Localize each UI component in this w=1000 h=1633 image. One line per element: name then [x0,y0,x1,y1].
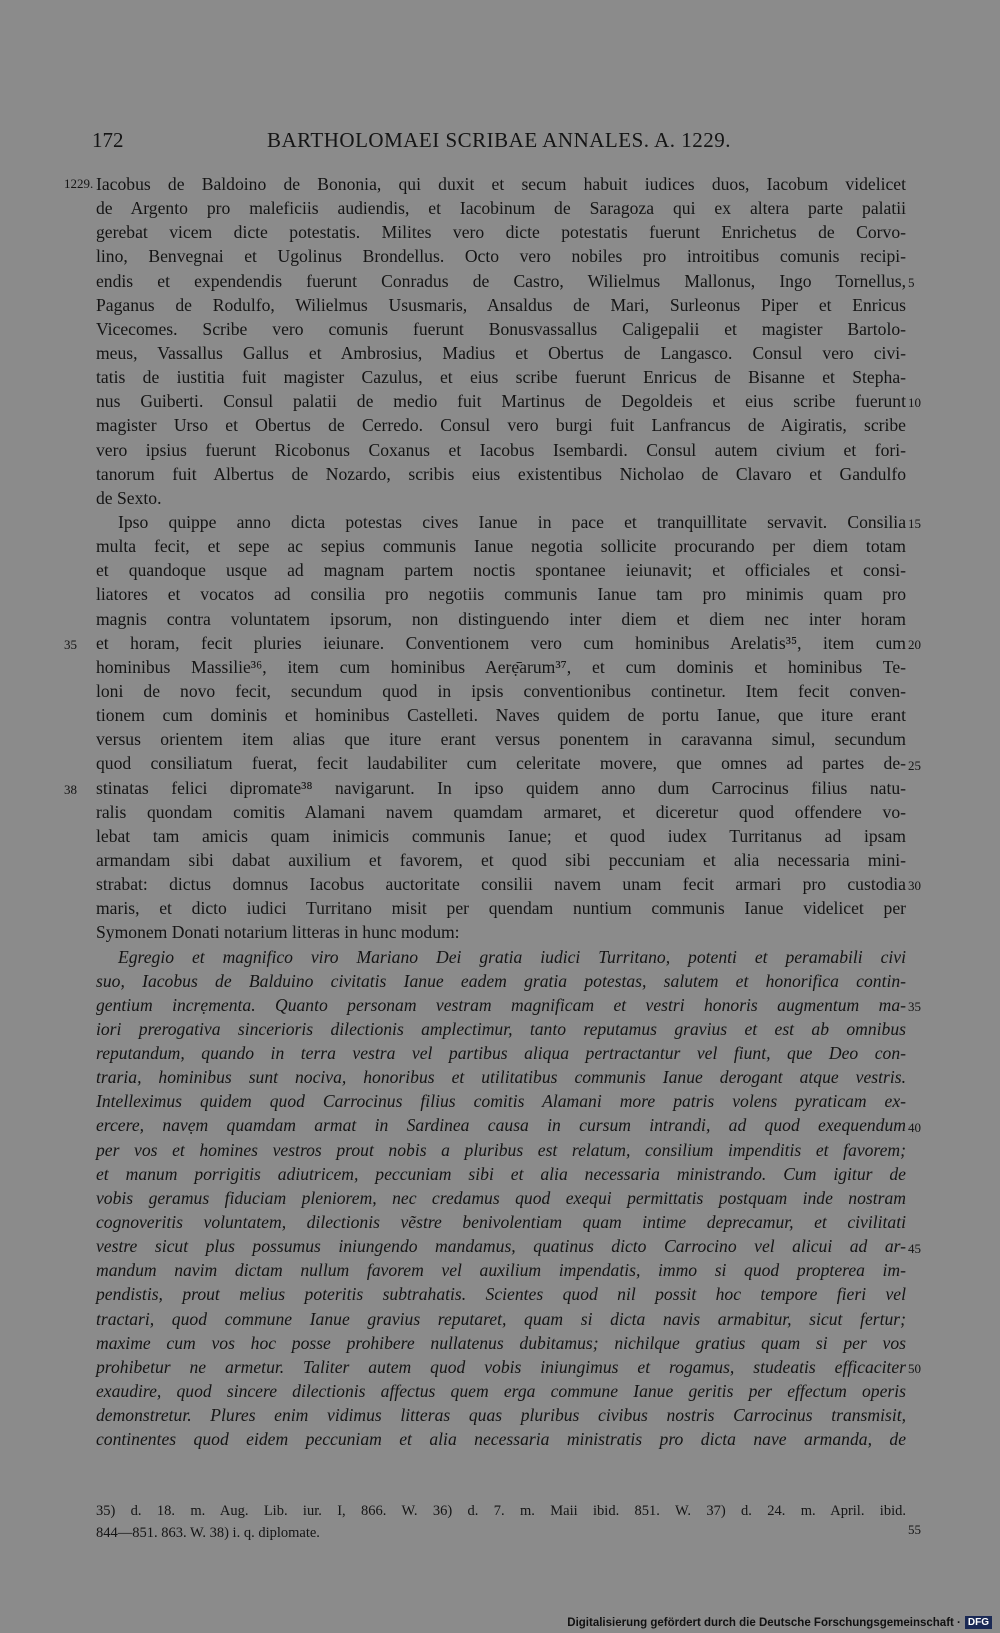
text-line: mandum navim dictam nullum favorem vel auxilium impendatis, immo si quod propterea im- [96,1260,906,1281]
footnote-line: 35) d. 18. m. Aug. Lib. iur. I, 866. W. 36) d. 7. m. Maii ibid. 851. W. 37) d. 24. m. April. ibid. [96,1503,906,1519]
line-number: 20 [908,636,921,652]
line-number: 25 [908,757,921,773]
text-line: quod consiliatum fuerat, fecit laudabiliter cum celeritate movere, que omnes ad partes de- [96,753,906,774]
text-line: cognoveritis voluntatem, dilectionis vẽstre benivolentiam quam intime deprecamur, et civilitati [96,1212,906,1233]
text-line: iori prerogativa sincerioris dilectionis amplectimur, tanto reputamus gravius et est ab omnibus [96,1018,906,1039]
text-line: ralis quondam comitis Alamani navem quamdam armaret, et diceretur quod offendere vo- [96,801,906,822]
text-line: pendistis, prout melius poteritis subtrahatis. Scientes quod nil possit hoc tempore fieri vel [96,1284,906,1305]
text-line: tionem cum dominis et hominibus Castelleti. Naves quidem de portu Ianue, que iture erant [96,705,906,726]
text-line: tanorum fuit Albertus de Nozardo, scribis eius existentibus Nicholao de Clavaro et Gandulfo [96,463,906,484]
text-line: suo, Iacobus de Balduino civitatis Ianue eadem gratia potestas, salutem et honorifica contin- [96,970,906,991]
text-line: continentes quod eidem peccuniam et alia necessaria ministratis pro dicta nave armanda, de [96,1429,906,1450]
text-line: prohibetur ne armetur. Taliter autem quod vobis iniungimus et rogamus, studeatis efficaciter [96,1356,906,1377]
footnotes [96,1500,906,1544]
text-line: endis et expendendis fuerunt Conradus de Castro, Wilielmus Mallonus, Ingo Tornellus, [96,270,906,291]
text-line: tatis de iustitia fuit magister Cazulus, et eius scribe fuerunt Enricus de Bisanne et Stepha- [96,367,906,388]
running-title: BARTHOLOMAEI SCRIBAE ANNALES. A. 1229. [267,128,732,152]
page-number: 172 [92,128,124,152]
credit-text: Digitalisierung gefördert durch die Deutsche Forschungsgemeinschaft · [567,1616,961,1629]
digitization-credit [567,1616,992,1629]
text-line: Symonem Donati notarium litteras in hunc modum: [96,922,460,943]
text-line: de Sexto. [96,487,162,508]
text-line: meus, Vassallus Gallus et Ambrosius, Madius et Obertus de Langasco. Consul vero civi- [96,342,906,363]
line-number: 40 [908,1119,921,1135]
text-line: Paganus de Rodulfo, Wilielmus Ususmaris, Ansaldus de Mari, Surleonus Piper et Enricus [96,294,906,315]
footnote-line: 844—851. 863. W. 38) i. q. diplomate. [96,1525,320,1541]
text-line: versus orientem item alias que iture erant versus ponentem in caravanna simul, secundum [96,729,906,750]
text-line: Vicecomes. Scribe vero comunis fuerunt Bonusvassallus Caligepalii et magister Bartolo- [96,318,906,339]
text-line: exaudire, quod sincere dilectionis affectus quem erga commune Ianue geritis per effectum operis [96,1381,906,1402]
text-line: strabat: dictus domnus Iacobus auctoritate consilii navem unam fecit armari pro custodia [96,874,906,895]
text-line: gerebat vicem dicte potestatis. Milites vero dicte potestatis fuerunt Enrichetus de Corvo- [96,222,906,243]
text-line: vero ipsius fuerunt Ricobonus Coxanus et Iacobus Isembardi. Consul autem civium et fori- [96,439,906,460]
footnote-ref-margin: 38 [64,781,77,797]
dfg-logo: DFG [965,1616,992,1629]
line-number: 50 [908,1361,921,1377]
text-line: demonstretur. Plures enim vidimus litteras quas pluribus civibus nostris Carrocinus transmisit, [96,1405,906,1426]
text-line: vobis geramus fiduciam pleniorem, nec credamus quod exequi permittatis postquam inde nostram [96,1187,906,1208]
text-line: et horam, fecit pluries ieiunare. Conventionem vero cum hominibus Arelatis³⁵, item cum [96,632,906,653]
text-line: traria, hominibus sunt nociva, honoribus et utilitatibus communis Ianue derogant atque vestris. [96,1067,906,1088]
year-margin-note: 1229. [64,176,94,191]
text-line: gentium incrẹmenta. Quanto personam vestram magnificam et vestri honoris augmentum ma- [96,994,906,1015]
line-number: 5 [908,274,915,290]
text-line: Intelleximus quidem quod Carrocinus filius comitis Alamani more patris volens pyraticam ex- [96,1091,906,1112]
text-line: multa fecit, et sepe ac sepius communis Ianue negotia sollicite procurando per diem totam [96,536,906,557]
footnote-ref-margin: 35 [64,636,77,652]
text-line: maris, et dicto iudici Turritano misit per quendam nuntium communis Ianue videlicet per [96,898,906,919]
text-line: tractari, quod commune Ianue gravius reputaret, quam si dicta navis armabitur, sicut fertur; [96,1308,906,1329]
text-line: magister Urso et Obertus de Cerredo. Consul vero burgi fuit Lanfrancus de Aigiratis, scribe [96,415,906,436]
text-line: maxime cum vos hoc posse prohibere nullatenus dubitamus; nichilque gratius quam si per vos [96,1332,906,1353]
text-line: lebat tam amicis quam inimicis communis Ianue; et quod iudex Turritanus ad ipsam [96,825,906,846]
body-text [96,172,906,1451]
text-line: et manum porrigitis adiutricem, peccuniam sibi et alia necessaria ministrando. Cum igitur de [96,1163,906,1184]
text-line: liatores et vocatos ad consilia pro negotiis communis Ianue tam pro minimis quam pro [96,584,906,605]
page-header [92,128,902,158]
line-number: 15 [908,516,921,532]
text-line: nus Guiberti. Consul palatii de medio fuit Martinus de Degoldeis et eius scribe fuerunt [96,391,906,412]
text-line: Iacobus de Baldoino de Bononia, qui duxit et secum habuit iudices duos, Iacobum videlicet [96,174,906,194]
text-line: Ipso quippe anno dicta potestas cives Ianue in pace et tranquillitate servavit. Consilia [118,511,906,532]
line-number: 35 [908,999,921,1015]
footnote-margin-number: 55 [908,1522,921,1537]
line-number: 10 [908,395,921,411]
text-line: reputandum, quando in terra vestra vel partibus aliqua pertractantur vel fiunt, que Deo con- [96,1043,906,1064]
text-line: loni de novo fecit, secundum quod in ipsis conventionibus continetur. Item fecit conven- [96,680,906,701]
text-line: ercere, navẹm quamdam armat in Sardinea causa in cursum intrandi, ad quod exequendum [96,1115,906,1136]
text-line: vestre sicut plus possumus iniungendo mandamus, quatinus dicto Carrocino vel alicui ad ar- [96,1236,906,1257]
text-line: lino, Benvegnai et Ugolinus Brondellus. Octo vero nobiles pro introitibus comunis recipi- [96,246,906,267]
text-line: de Argento pro maleficiis audiendis, et Iacobinum de Saragoza qui ex altera parte palatii [96,198,906,219]
text-line: Egregio et magnifico viro Mariano Dei gratia iudici Turritano, potenti et peramabili civi [118,946,906,967]
text-line: armandam sibi dabat auxilium et favorem, et quod sibi peccuniam et alia necessaria mini- [96,849,906,870]
text-line: et quandoque usque ad magnam partem noctis spontanee ieiunavit; et officiales et consi- [96,560,906,581]
text-line: stinatas felici dipromate³⁸ navigarunt. In ipso quidem anno dum Carrocinus filius natu- [96,777,906,798]
text-line: hominibus Massilie³⁶, item cum hominibus Aerẹ̄arum³⁷, et cum dominis et hominibus Te- [96,656,906,677]
text-line: per vos et homines vestros prout nobis a pluribus est relatum, consilium impenditis et favorem; [96,1139,906,1160]
line-number: 45 [908,1240,921,1256]
line-number: 30 [908,878,921,894]
text-line: magnis contra voluntatem ipsorum, non distinguendo inter diem et diem nec inter horam [96,608,906,629]
